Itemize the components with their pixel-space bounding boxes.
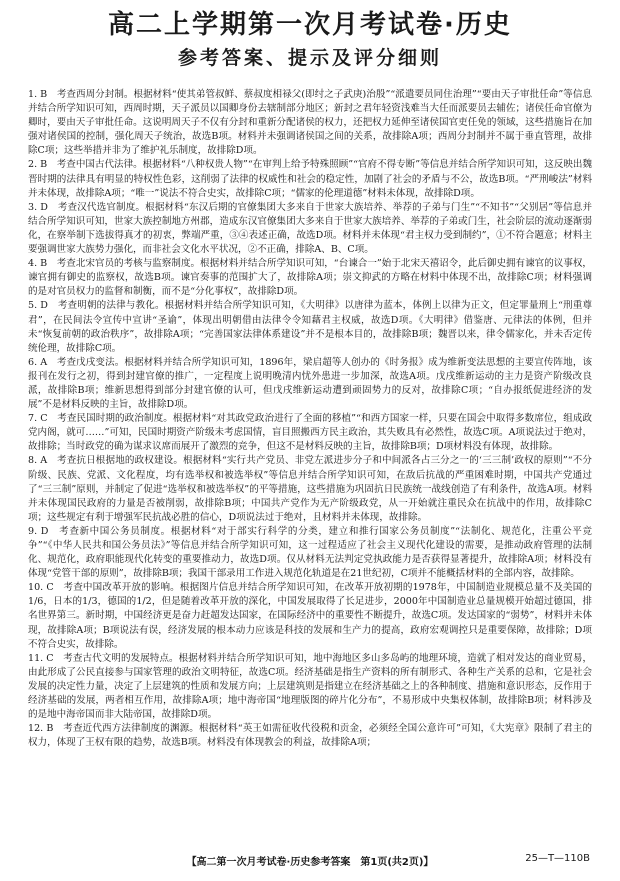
page-title: 高二上学期第一次月考试卷·历史	[108, 10, 512, 40]
footer-exam-code: 25—T—110B	[525, 853, 590, 864]
answer-item	[28, 356, 592, 412]
answer-explanation: 考查新中国公务员制度。根据材料“对于部实行科学的分类，建立和推行国家公务员制度”“法制化、规范化，注重公平竞争”“《中华人民共和国公务员法》”等信息并结合所学知识可知，这一过程适应了社会主义现代化建设的需要，是推动政府管理的法制化、规范化，政府职能现代化转变的重要推动力，故选D项。仅从材料无法判定党执政能力是否获得显著提升，故排除A项；材料没有体现“党管干部的原则”，故排除B项；我国干部录用工作进入规范化轨道是在21世纪初，C项并不能概括材料的全部内容，故排除。	[28, 525, 592, 580]
answer-explanation: 考查戊戌变法。根据材料并结合所学知识可知，1896年，梁启超等人创办的《时务报》成为维新变法思想的主要宣传阵地，该报刊在发行之初，得到封建官僚的推广，一定程度上说明晚清内忧外患进一步加深，故选A项。戊戌维新运动的主力是资产阶级改良派，故排除B项；维新思想得到部分封建官僚的认可，但戊戌维新运动遭到顽固势力的反对，故排除C项；“自办报纸促进经济的发展”不是材料反映的主旨，故排除D项。	[28, 356, 592, 411]
answer-explanation: 考查近代西方法律制度的渊源。根据材料“英王如需征收代役税和贡金，必须经全国公意许可”可知，《大宪章》限制了君主的权力，体现了王权有限的趋势，故选B项。材料没有体现教会的利益，故排除A项；	[28, 723, 592, 749]
answer-explanation: 考查抗日根据地的政权建设。根据材料“实行共产党员、非党左派进步分子和中间派各占三分之一的‘三三制’政权的原则”“不分阶级、民族、党派、文化程度，均有选举权和被选举权”等信息并结合所学知识可知，在敌后抗战的严重困难时期，中国共产党通过了“三三制”原则，并制定了促进“选举权和被选举权”的平等措施，这些措施为巩固抗日民族统一战线创造了有利条件，故选A项。材料并未体现国民政府的力量是否被削弱，故排除B项；中国共产党作为无产阶级政党，从一开始就注重民众在抗战中的作用，故排除C项；这些规定有利于增强军民抗战必胜的信心，D项说法过于绝对，且材料并未体现，故排除。	[28, 455, 592, 523]
footer-page-info: 【高二第一次月考试卷·历史参考答案 第1页(共2页)】	[186, 857, 434, 868]
answer-number: 7. C	[28, 413, 48, 425]
answer-number: 11. C	[28, 652, 54, 664]
answer-number: 4. B	[28, 258, 48, 270]
answer-explanation: 考查明朝的法律与教化。根据材料并结合所学知识可知，《大明律》以唐律为蓝本，体例上以律为正文，但定罪量刑上“刑重尊君”，在民间法令宣传中宣讲“圣谕”，体现出明朝借由法律令令知藉君主权威，故选D项。《大明律》借鉴唐、元律法的体例，但并未“恢复前朝的政治秩序”，故排除A项；“完善国家法律体系建设”并不是根本目的，故排除B项；魏晋以来，律令儒家化，并未否定传统伦理，故排除C项。	[28, 300, 592, 354]
answer-item	[28, 299, 592, 355]
answer-number: 6. A	[28, 356, 48, 368]
answer-explanation: 考查西周分封制。根据材料“使其弟管叔鲜、蔡叔度相禄父(即纣之子武庚)治殷”“派遣要员同住治理”“要由天子审批任命”等信息并结合所学知识可知，西周时期，天子派员以国卿身份去辖制部分地区；新封之君年轻资浅难当大任而派要员去辅佐；诸侯任命官僚为卿时，要由天子审批任命。这说明周天子不仅有分封和重新分配诸侯的权力，还把权力延伸至诸侯国官吏任免的领域，这些措施旨在加强对诸侯国的控制，强化周天子统治，故选B项。材料并未强调诸侯国之间的关系，故排除A项；西周分封制并不属于垂直管理，故排除C项；这些举措并非为了维护礼乐制度，故排除D项。	[28, 89, 592, 157]
answer-number: 5. D	[28, 300, 48, 312]
answer-item	[28, 525, 592, 581]
answer-number: 12. B	[28, 723, 54, 735]
answer-number: 8. A	[28, 455, 48, 467]
answer-item	[28, 454, 592, 524]
page-subtitle: 参考答案、提示及评分细则	[177, 47, 442, 69]
answer-explanation: 考查中国古代法律。根据材料“八种权贵人物”“在审判上给予特殊照顾”“官府不得专断”等信息并结合所学知识可知，这反映出魏晋时期的法律具有明显的特权性色彩，这削弱了法律的权威性和社会的稳定性，加剧了社会的矛盾与不公，故选B项。“严刑峻法”材料并未体现，故排除A项；“唯一”说法不符合史实，故排除C项；“儒家的伦理道德”材料未体现，故排除D项。	[28, 159, 592, 199]
answer-list	[28, 88, 592, 840]
answer-item	[28, 722, 592, 750]
answer-explanation: 考查中国改革开放的影响。根据图片信息并结合所学知识可知，在改革开放初期的1978年，中国制造业规模总量不及美国的1/6，日本的1/3，德国的1/2，但是随着改革开放的深化，中国发展取得了长足进步，2000年中国制造业总量规模开始超过德国，排名世界第三。新时期，中国经济更是奋力赶超发达国家，在国际经济中的重要性不断提升，故选C项。发达国家的“弱势”，材料并未体现，故排除A项；B项说法有误，经济发展的根本动力应该是科技的发展和生产力的提高，政府宏观调控只是重要保障，故排除；D项不符合史实，故排除。	[28, 582, 592, 650]
answer-number: 10. C	[28, 582, 54, 594]
answer-item	[28, 581, 592, 651]
answer-item	[28, 158, 592, 200]
answer-number: 1. B	[28, 89, 48, 100]
page-footer	[0, 851, 620, 869]
answer-explanation: 考查古代文明的发展特点。根据材料并结合所学知识可知，地中海地区多山多岛屿的地理环境，造就了相对发达的商业贸易，由此形成了公民直接参与国家管理的政治文明特征，故选C项。经济基础是指生产资料的所有制形式、各种生产关系的总和，它是社会发展的决定性力量，决定了上层建筑的性质和发展方向；上层建筑则是指建立在经济基础之上的各种制度、措施和意识形态，反作用于经济基础的发展，两者相互作用，故排除A项；地中海帝国“地理版图的碎片化分布”，不易形成中央集权体制，故排除B项；材料涉及的是地中海帝国而非大陆帝国，故排除D项。	[28, 652, 592, 721]
answer-number: 2. B	[28, 159, 48, 171]
answer-number: 3. D	[28, 201, 48, 213]
answer-number: 9. D	[28, 525, 49, 537]
answer-explanation: 考查北宋官员的考核与监察制度。根据材料并结合所学知识可知，“台谏合一”始于北宋天禧诏令，此后御史拥有谏官的议事权，谏官拥有御史的监察权，故选B项。谏官奏事的范围扩大了，故排除A项；崇文抑武的方略在材料中体现不出，故排除C项；材料强调的是对官员权力的监督和制衡，而不是“分化事权”，故排除D项。	[28, 258, 592, 298]
answer-item	[28, 652, 592, 722]
answer-item	[28, 201, 592, 257]
answer-item	[28, 88, 592, 158]
answer-item	[28, 412, 592, 454]
answer-explanation: 考查汉代选官制度。根据材料“东汉后期的官僚集团大多来自于世家大族培养、举荐的子弟与门生”“不知书”“父别居”等信息并结合所学知识可知，世家大族控制地方州郡，造成东汉官僚集团大多来自于世家大族培养、举荐的子弟或门生，社会阶层的流动逐渐弱化，在察举制下选拔得真才的初衷，弊端严重，③④表述正确，故选D项。材料并未体现“君主权力受到制约”，①不符合题意；材料主要强调世家大族势力强化，而非社会文化水平状况，②不正确，排除A、B、C项。	[28, 201, 592, 256]
answer-item	[28, 257, 592, 299]
answer-explanation: 考查民国时期的政治制度。根据材料“对其政党政治进行了全面的移植”“和西方国家一样，只要在国会中取得多数席位，组成政党内阁，就可……”可知，民国时期资产阶级未考虑国情，盲目照搬西方民主政治，其失败具有必然性，故选C项。A项说法过于绝对，故排除；当时政党的确为谋求议席而展开了激烈的竞争，但这不是材料反映的主旨，故排除B项；D项材料没有体现，故排除。	[28, 413, 592, 453]
